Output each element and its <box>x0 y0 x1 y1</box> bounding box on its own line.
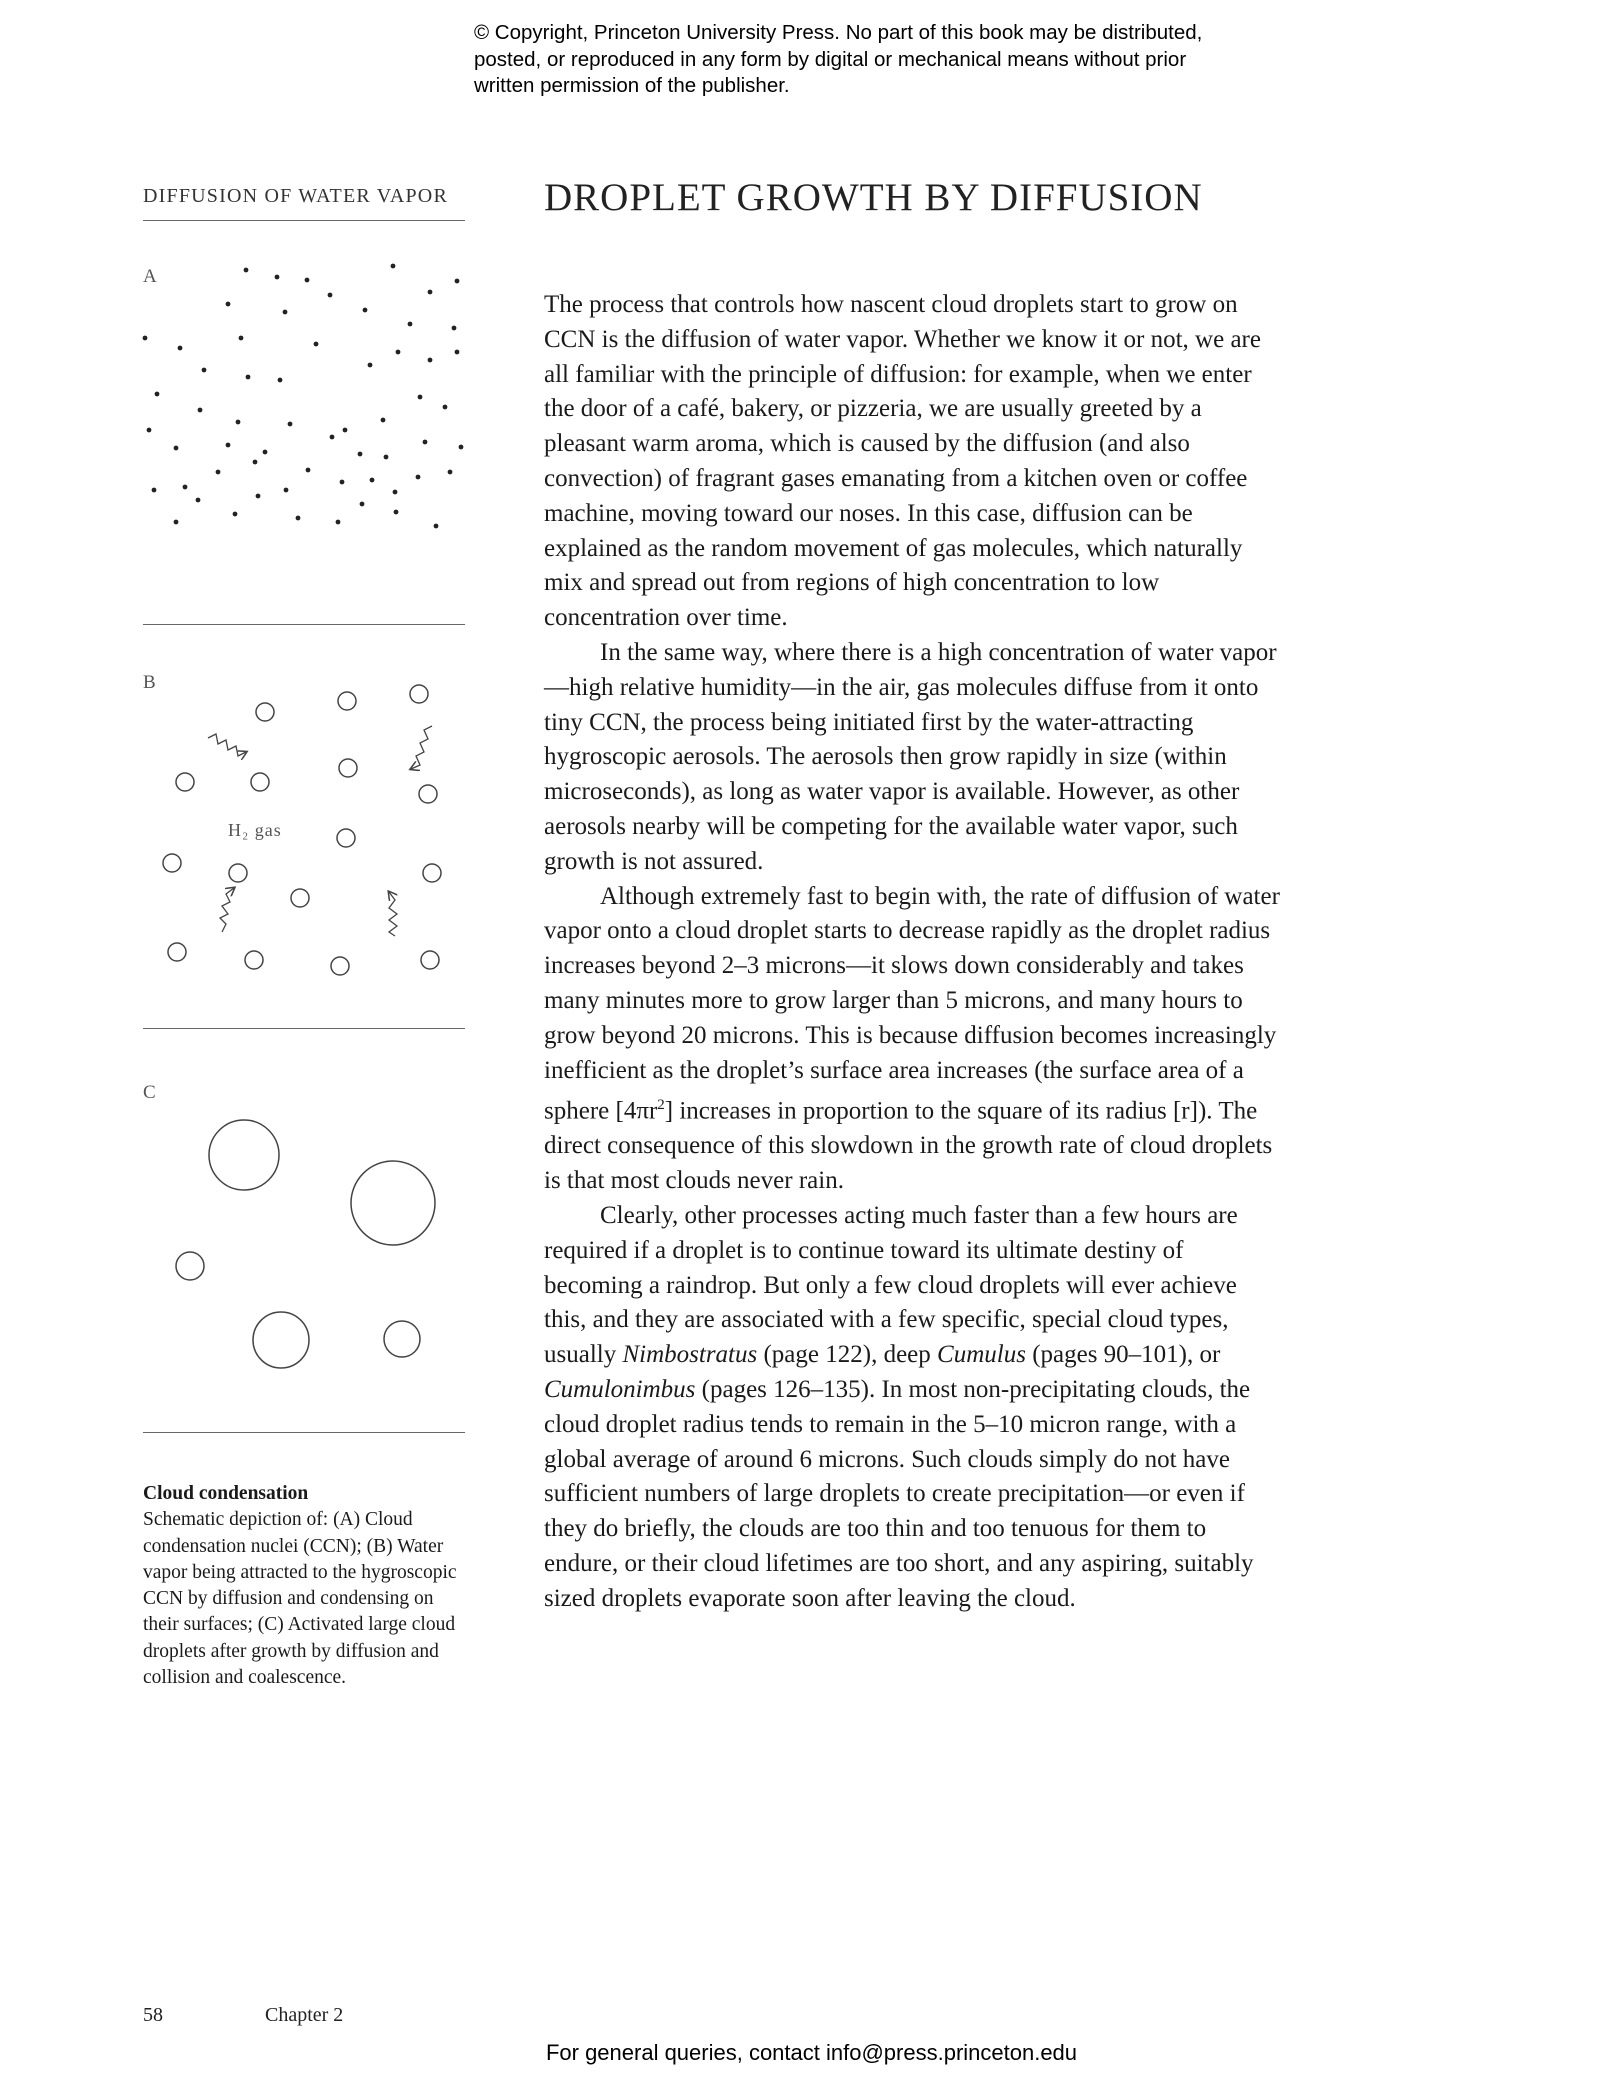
ccn-droplet <box>291 889 309 907</box>
ccn-dot <box>278 378 283 383</box>
paragraph-3-text: Although extremely fast to begin with, the rate of diffusion of water vapor onto a cloud droplet starts to decrease rapidly as the droplet radius increases beyond 2–3 microns—it slows down considerably and takes many minutes more to grow larger than 5 microns, and many hours to grow beyond 20 microns. This is because diffusion becomes increasingly inefficient as the droplet’s surface area increases (the surface area of a sphere [4πr <box>544 882 1280 1125</box>
ccn-droplet <box>256 703 274 721</box>
ccn-droplet <box>421 951 439 969</box>
ccn-dot <box>202 368 207 373</box>
ccn-droplet <box>168 943 186 961</box>
ccn-dot <box>416 475 421 480</box>
ccn-dot <box>394 510 399 515</box>
sidebar-divider <box>143 220 465 221</box>
copyright-notice: © Copyright, Princeton University Press. No part of this book may be distributed, posted, or reproduced in any form by digital or mechanical means without prior written permission of the publisher. <box>474 21 1203 97</box>
ccn-dot <box>393 490 398 495</box>
ccn-dot <box>423 440 428 445</box>
ccn-dot <box>408 322 413 327</box>
ccn-dot <box>391 264 396 269</box>
ccn-dot <box>147 428 152 433</box>
ccn-dot <box>459 445 464 450</box>
ccn-dot <box>434 524 439 529</box>
figure-a-label: A <box>143 266 157 287</box>
cloud-type-nimbostratus: Nimbostratus <box>622 1341 758 1369</box>
figure-b <box>140 668 470 988</box>
paragraph-4-text: Clearly, other processes acting much faster than a few hours are required if a droplet is to continue toward its ultimate destiny of becoming a raindrop. But only a few cloud droplets will ever achieve this, and they are associated with a few specific, special cloud types, usually <box>544 1202 1238 1369</box>
ccn-dot <box>174 446 179 451</box>
ccn-dot <box>178 346 183 351</box>
paragraph-4-text-2: (page 122), deep <box>757 1341 938 1369</box>
ccn-droplet <box>423 864 441 882</box>
ccn-dot <box>455 279 460 284</box>
figure-a <box>140 262 470 612</box>
cloud-type-cumulus: Cumulus <box>937 1341 1026 1369</box>
cloud-type-cumulonimbus: Cumulonimbus <box>544 1376 696 1404</box>
paragraph-3-text-end: ] increases in proportion to the square of its radius [r]). The direct consequence of this slowdown in the growth rate of cloud droplets is that most clouds never rain. <box>544 1097 1273 1195</box>
contact-footer: For general queries, contact info@press.princeton.edu <box>545 2040 1078 2065</box>
ccn-dot <box>198 408 203 413</box>
ccn-dot <box>196 498 201 503</box>
chapter-label: Chapter 2 <box>265 2004 344 2026</box>
ccn-dot <box>284 488 289 493</box>
ccn-dot <box>143 336 148 341</box>
ccn-dot <box>246 375 251 380</box>
large-droplet <box>209 1120 279 1190</box>
large-droplet <box>176 1252 204 1280</box>
caption-text: Schematic depiction of: (A) Cloud condensation nuclei (CCN); (B) Water vapor being attracted to the hygroscopic CCN by diffusion and condensing on their surfaces; (C) Activated large cloud droplets after growth by diffusion and collision and coalescence. <box>143 1509 457 1689</box>
ccn-dots-illustration <box>140 262 470 612</box>
ccn-dot <box>428 290 433 295</box>
water-vapor-diffusion-illustration <box>140 668 470 988</box>
h2-gas-label: H₂ gas <box>228 820 282 840</box>
paragraph-2 <box>544 636 1284 880</box>
page-number: 58 <box>143 2004 163 2026</box>
ccn-dot <box>155 392 160 397</box>
paragraph-4-text-end: (pages 126–135). In most non-precipitating clouds, the cloud droplet radius tends to remain in the 5–10 micron range, with a global average of around 6 microns. Such clouds simply do not have sufficient numbers of large droplets to create precipitation—or even if they do briefly, the clouds are too thin and too tenuous for them to endure, or their cloud lifetimes are too short, and any aspiring, suitably sized droplets evaporate soon after leaving the cloud. <box>544 1376 1254 1612</box>
ccn-dot <box>314 342 319 347</box>
ccn-dot <box>296 516 301 521</box>
ccn-dot <box>360 502 365 507</box>
ccn-dot <box>418 395 423 400</box>
cloud-droplets-illustration <box>140 1078 470 1398</box>
figure-c <box>140 1078 470 1398</box>
ccn-dot <box>174 520 179 525</box>
ccn-droplet <box>163 854 181 872</box>
large-droplet <box>384 1321 420 1357</box>
ccn-dot <box>443 405 448 410</box>
ccn-droplet <box>338 692 356 710</box>
wavy-arrow <box>208 734 246 756</box>
ccn-dot <box>363 308 368 313</box>
paragraph-2-text: In the same way, where there is a high concentration of water vapor—high relative humidity—in the air, gas molecules diffuse from it onto tiny CCN, the process being initiated first by the water-attracting hygroscopic aerosols. The aerosols then grow rapidly in size (within microseconds), as long as water vapor is available. However, as other aerosols nearby will be competing for the available water vapor, such growth is not assured. <box>544 638 1277 875</box>
wavy-arrow <box>220 888 234 932</box>
ccn-dot <box>305 278 310 283</box>
figure-caption <box>143 1481 473 1691</box>
ccn-droplet <box>176 773 194 791</box>
paragraph-4-text-3: (pages 90–101), or <box>1025 1341 1221 1369</box>
ccn-dot <box>216 470 221 475</box>
ccn-dot <box>239 336 244 341</box>
body-text <box>544 288 1284 1617</box>
paragraph-1-text: The process that controls how nascent cloud droplets start to grow on CCN is the diffusion of water vapor. Whether we know it or not, we are all familiar with the principle of diffusion: for example, when we enter the door of a café, bakery, or pizzeria, we are usually greeted by a pleasant warm aroma, which is caused by the diffusion (and also convection) of fragrant gases emanating from a kitchen oven or coffee machine, moving toward our noses. In this case, diffusion can be explained as the random movement of gas molecules, which naturally mix and spread out from regions of high concentration to low concentration over time. <box>544 291 1261 632</box>
ccn-dot <box>233 512 238 517</box>
ccn-dot <box>263 450 268 455</box>
page-heading: DROPLET GROWTH BY DIFFUSION <box>544 176 1203 219</box>
ccn-dot <box>244 268 249 273</box>
large-droplet <box>253 1312 309 1368</box>
ccn-dot <box>253 460 258 465</box>
ccn-dot <box>152 488 157 493</box>
sidebar-title: DIFFUSION OF WATER VAPOR <box>143 185 448 207</box>
ccn-dot <box>256 494 261 499</box>
ccn-droplet <box>339 759 357 777</box>
ccn-dot <box>452 326 457 331</box>
figure-divider-caption <box>143 1432 465 1433</box>
figure-divider-bc <box>143 1028 465 1029</box>
large-droplet <box>351 1161 435 1245</box>
ccn-dot <box>343 428 348 433</box>
ccn-dot <box>226 443 231 448</box>
ccn-dot <box>358 452 363 457</box>
ccn-dot <box>455 350 460 355</box>
ccn-dot <box>340 480 345 485</box>
paragraph-4 <box>544 1199 1284 1617</box>
ccn-dot <box>283 310 288 315</box>
ccn-droplet <box>245 951 263 969</box>
paragraph-3 <box>544 880 1284 1200</box>
ccn-droplet <box>229 864 247 882</box>
wavy-arrow <box>389 892 397 936</box>
ccn-droplet <box>337 829 355 847</box>
ccn-dot <box>381 418 386 423</box>
ccn-droplet <box>419 785 437 803</box>
ccn-dot <box>336 520 341 525</box>
ccn-dot <box>236 420 241 425</box>
ccn-dot <box>384 455 389 460</box>
ccn-droplet <box>410 685 428 703</box>
ccn-dot <box>275 275 280 280</box>
ccn-dot <box>183 485 188 490</box>
ccn-dot <box>306 468 311 473</box>
figure-b-label: B <box>143 672 156 693</box>
ccn-dot <box>330 435 335 440</box>
ccn-dot <box>368 363 373 368</box>
ccn-dot <box>448 470 453 475</box>
figure-divider-ab <box>143 624 465 625</box>
ccn-dot <box>428 358 433 363</box>
ccn-dot <box>328 293 333 298</box>
wavy-arrow <box>411 726 432 769</box>
ccn-dot <box>370 478 375 483</box>
ccn-dot <box>226 302 231 307</box>
paragraph-1 <box>544 288 1284 636</box>
ccn-dot <box>396 350 401 355</box>
caption-title: Cloud condensation <box>143 1483 309 1504</box>
ccn-droplet <box>251 773 269 791</box>
ccn-dot <box>288 422 293 427</box>
figure-c-label: C <box>143 1082 156 1103</box>
superscript-2: 2 <box>657 1097 665 1114</box>
ccn-droplet <box>331 957 349 975</box>
